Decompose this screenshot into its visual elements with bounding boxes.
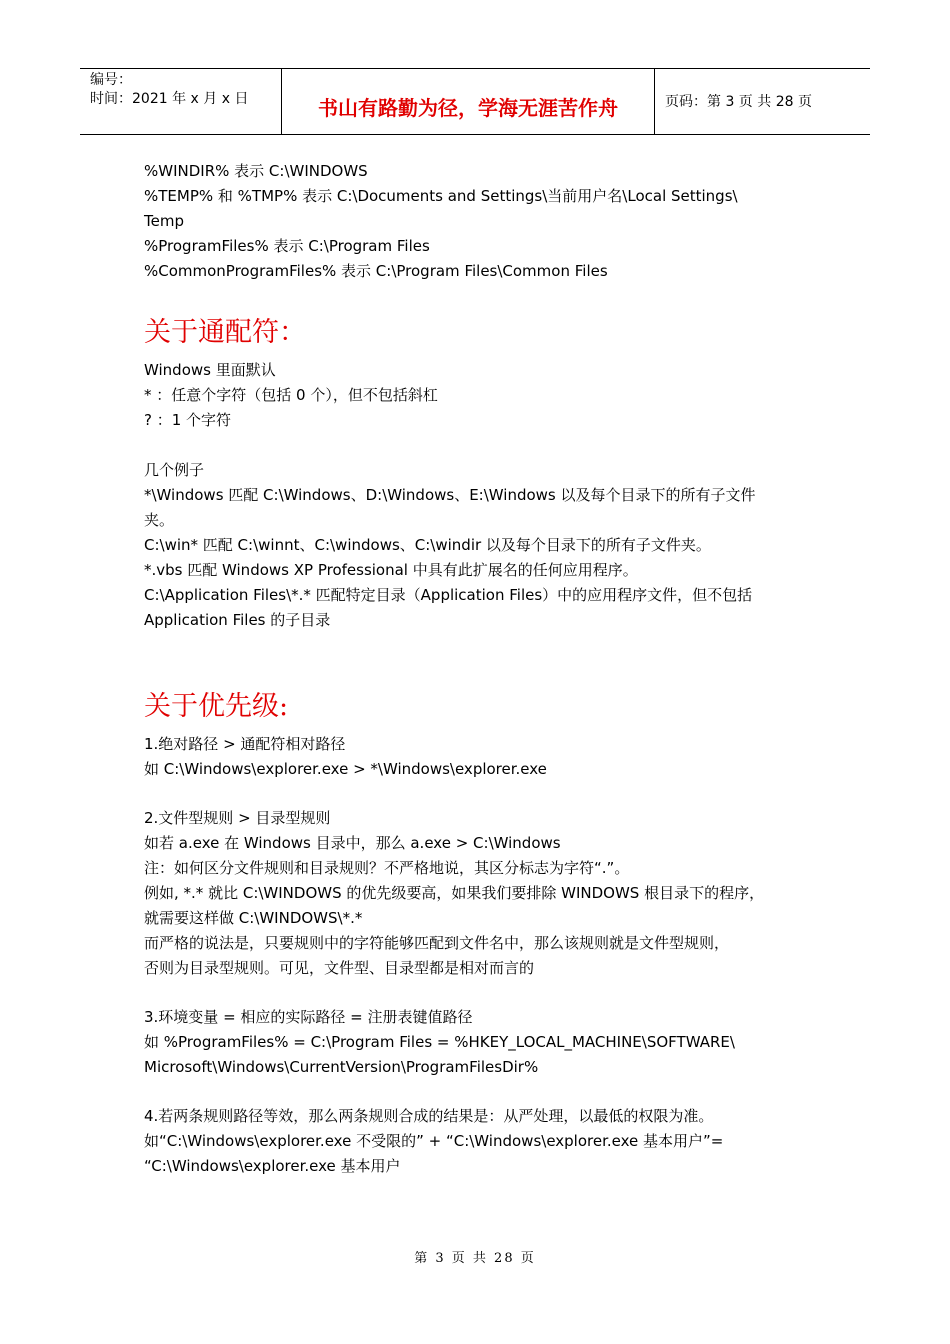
env-var-line: %ProgramFiles% 表示 C:\Program Files (144, 237, 430, 255)
env-var-line: Temp (144, 212, 184, 230)
wildcard-line: ? ：1 个字符 (144, 411, 232, 429)
example-line: 夹。 (144, 511, 175, 529)
priority-rule-line: 4.若两条规则路径等效，那么两条规则合成的结果是：从严处理，以最低的权限为准。 (144, 1107, 714, 1125)
priority-rule-line: 注：如何区分文件规则和目录规则？不严格地说，其区分标志为字符“.”。 (144, 859, 630, 877)
document-date-label: 时间：2021 年 x 月 x 日 (90, 91, 249, 107)
priority-rule-line: 2.文件型规则 > 目录型规则 (144, 809, 331, 827)
examples-title: 几个例子 (144, 461, 205, 479)
priority-rule-line: 如 %ProgramFiles% = C:\Program Files = %HKEY_LOCAL_MACHINE\SOFTWARE\ (144, 1033, 735, 1051)
wildcard-line: Windows 里面默认 (144, 361, 276, 379)
priority-rule-line: Microsoft\Windows\CurrentVersion\ProgramFilesDir% (144, 1058, 539, 1076)
section-heading-priority: 关于优先级: (144, 691, 289, 722)
priority-rule-line: 而严格的说法是，只要规则中的字符能够匹配到文件名中，那么该规则就是文件型规则， (144, 934, 730, 952)
example-line: C:\win* 匹配 C:\winnt、C:\windows、C:\windir 以及每个目录下的所有子文件夹。 (144, 536, 711, 554)
example-line: C:\Application Files\*.* 匹配特定目录（Application Files）中的应用程序文件，但不包括 (144, 586, 753, 604)
env-var-line: %WINDIR% 表示 C:\WINDOWS (144, 162, 368, 180)
priority-rule-line: 1.绝对路径 > 通配符相对路径 (144, 735, 346, 753)
example-line: *.vbs 匹配 Windows XP Professional 中具有此扩展名的任何应用程序。 (144, 561, 638, 579)
page-header (80, 68, 870, 135)
wildcard-line: * ：任意个字符（包括 0 个），但不包括斜杠 (144, 386, 438, 404)
header-info-cell (80, 69, 282, 134)
priority-rule-line: 如 C:\Windows\explorer.exe > *\Windows\explorer.exe (144, 760, 547, 778)
header-motto: 书山有路勤为径，学海无涯苦作舟 (318, 96, 618, 120)
priority-rule-line: 如“C:\Windows\explorer.exe 不受限的” + “C:\Windows\explorer.exe 基本用户”= (144, 1132, 724, 1150)
example-line: Application Files 的子目录 (144, 611, 331, 629)
header-motto-cell (282, 69, 655, 134)
priority-rule-line: “C:\Windows\explorer.exe 基本用户 (144, 1157, 401, 1175)
example-line: *\Windows 匹配 C:\Windows、D:\Windows、E:\Windows 以及每个目录下的所有子文件 (144, 486, 756, 504)
header-page-cell (655, 69, 870, 134)
priority-rule-line: 如若 a.exe 在 Windows 目录中，那么 a.exe > C:\Windows (144, 834, 561, 852)
section-heading-wildcard: 关于通配符： (144, 317, 306, 348)
document-number-label: 编号： (90, 72, 132, 88)
priority-rule-line: 例如, *.* 就比 C:\WINDOWS 的优先级要高，如果我们要排除 WINDOWS 根目录下的程序， (144, 884, 765, 902)
priority-rule-line: 否则为目录型规则。可见，文件型、目录型都是相对而言的 (144, 959, 535, 977)
page-footer: 第 3 页 共 28 页 (414, 1251, 536, 1266)
priority-rule-line: 就需要这样做 C:\WINDOWS\*.* (144, 909, 363, 927)
priority-rule-line: 3.环境变量 = 相应的实际路径 = 注册表键值路径 (144, 1008, 473, 1026)
env-var-line: %TEMP% 和 %TMP% 表示 C:\Documents and Settings\当前用户名\Local Settings\ (144, 187, 738, 205)
env-var-line: %CommonProgramFiles% 表示 C:\Program Files\Common Files (144, 262, 608, 280)
header-page-number: 页码：第 3 页 共 28 页 (665, 94, 812, 110)
